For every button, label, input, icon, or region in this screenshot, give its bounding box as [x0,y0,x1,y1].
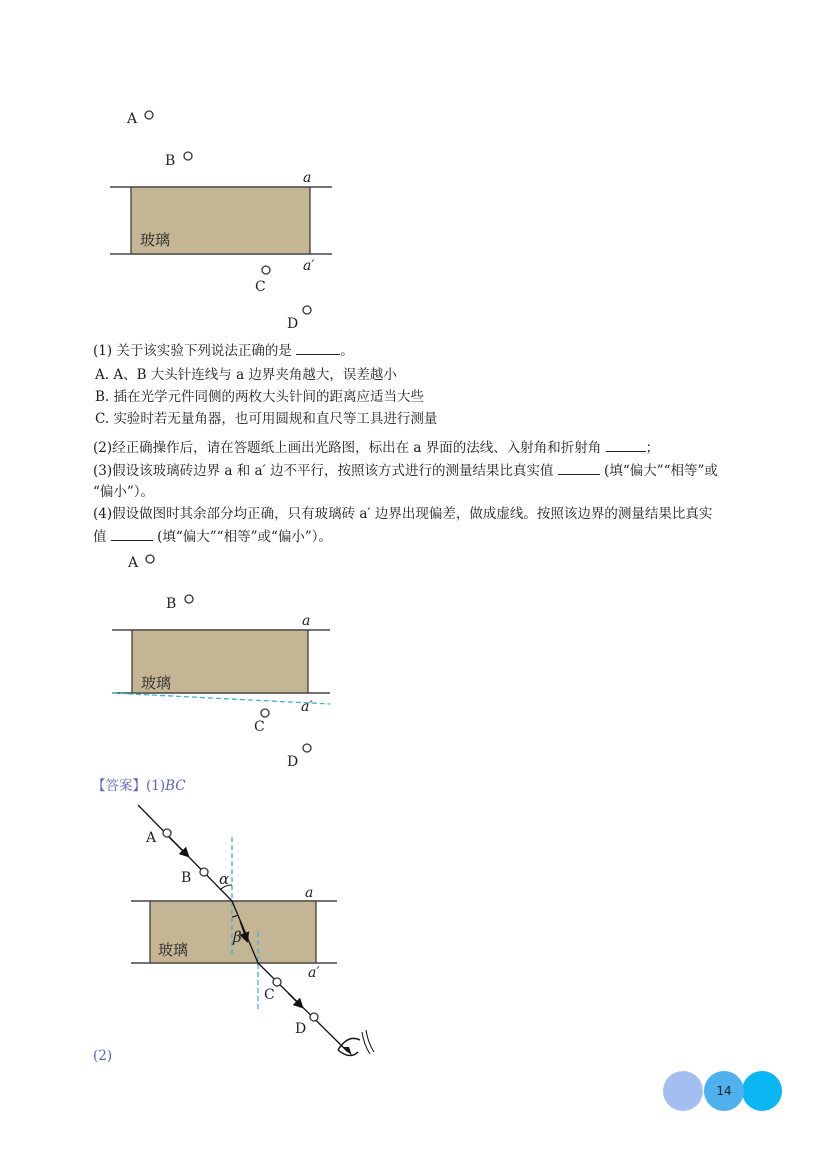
option-b: B. 插在光学元件同侧的两枚大头针间的距离应适当大些 [95,389,425,405]
emergent-arrow [288,993,300,1005]
page-badge-circle-right [742,1071,782,1111]
emergent-ray [258,963,348,1052]
pin-label-c: C [255,279,266,295]
answer-line-2: (2) [93,1048,113,1064]
pin-d [310,1013,318,1021]
pin-label-a: A [128,555,139,571]
pin-label-c: C [264,987,275,1003]
angle-alpha-label: α [219,870,230,888]
pin-label-c: C [254,719,265,735]
edge-label-a-prime: a′ [301,699,313,715]
eye-icon [338,1030,374,1056]
angle-beta-label: β [233,928,242,946]
pin-label-b: B [166,596,177,612]
question-2: (2)经正确操作后，请在答题纸上画出光路图，标出在 a 界面的法线、入射角和折射角 ； [93,437,659,458]
edge-label-a: a [303,170,312,186]
question-4-line-2: 值 (填“偏大”“相等”或“偏小”）。 [93,526,332,547]
option-c: C. 实验时若无量角器，也可用圆规和直尺等工具进行测量 [95,411,438,427]
answer-line-1: 【答案】(1)BC [92,778,186,794]
edge-label-a-prime: a′ [308,965,320,981]
pin-c [273,978,281,986]
pin-label-d: D [287,316,299,332]
pin-label-d: D [295,1021,307,1037]
edge-label-a: a [305,885,314,901]
edge-label-a: a [302,613,311,629]
question-3-line-2: “偏小”）。 [93,484,155,500]
pin-label-d: D [287,754,299,770]
pin-label-a: A [127,111,138,127]
page-badge-circle-left [663,1071,703,1111]
question-4: (4)假设做图时其余部分均正确，只有玻璃砖 a′ 边界出现偏差，做成虚线。按照该边界的测量结果比真实 [93,506,713,522]
pin-label-b: B [165,153,176,169]
pin-b [200,868,208,876]
glass-label: 玻璃 [141,674,172,692]
question-1: (1) 关于该实验下列说法正确的是 。 [93,340,354,361]
question-3: (3)假设该玻璃砖边界 a 和 a′ 边不平行，按照该方式进行的测量结果比真实值 (填“偏大”“相等”或 [93,460,718,481]
pin-a [163,829,171,837]
edge-label-a-prime: a′ [303,258,315,274]
glass-label: 玻璃 [158,941,189,959]
pin-label-b: B [181,870,192,886]
glass-label: 玻璃 [140,231,171,249]
pin-label-a: A [146,830,157,846]
page-number: 14 [716,1084,732,1098]
option-a: A. A、B 大头针连线与 a 边界夹角越大，误差越小 [95,367,397,383]
